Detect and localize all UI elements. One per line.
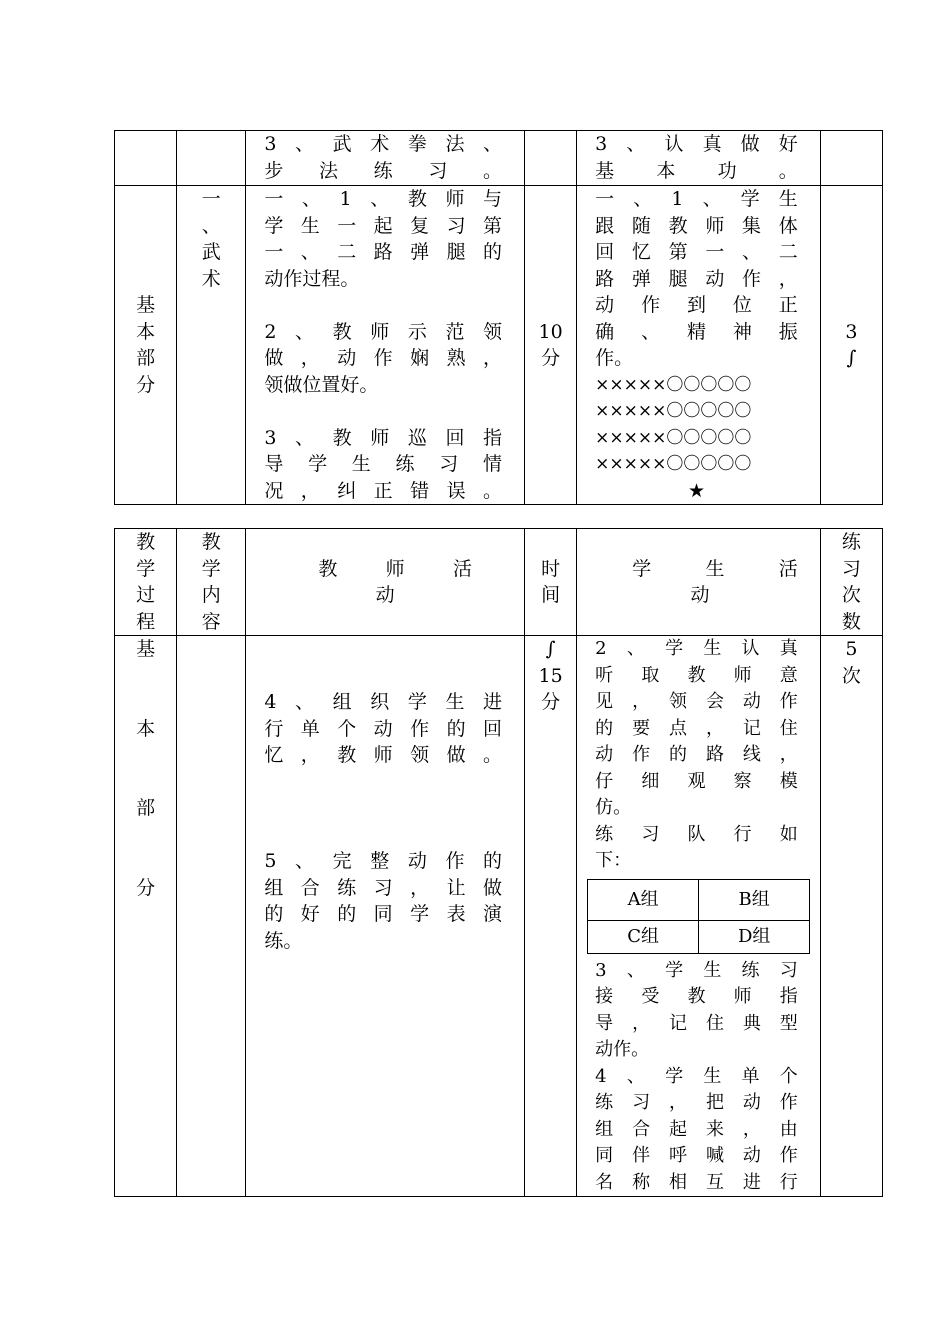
- count-unit: 次: [841, 664, 861, 687]
- count-value: 3: [845, 320, 858, 343]
- header-char: 习: [841, 557, 861, 580]
- student-line: 仿。: [595, 797, 632, 818]
- teacher-line: 况，纠正错误。: [264, 479, 503, 502]
- header-process: [115, 529, 177, 636]
- lesson-table-bottom: [114, 528, 883, 1197]
- header-char: 程: [136, 610, 156, 633]
- process-char: 分: [136, 876, 156, 899]
- teacher-line: 动作过程。: [264, 267, 360, 290]
- content-char: 术: [201, 267, 221, 290]
- time-cell: [525, 186, 577, 505]
- time-cell: [525, 131, 577, 186]
- student-line: 听取教师意: [595, 664, 798, 686]
- process-cell: [115, 636, 177, 1197]
- process-char: 分: [136, 373, 156, 396]
- header-char: 教: [136, 531, 156, 553]
- header-char: 间: [541, 584, 561, 606]
- header-count: [820, 529, 882, 636]
- teacher-activity-cell: [246, 636, 525, 1197]
- formation-row: ×××××〇〇〇〇〇: [595, 374, 752, 395]
- teacher-line: 3、武术拳法、: [264, 133, 503, 155]
- time-symbol: ∫: [545, 638, 556, 660]
- student-line: 组合起来，由: [595, 1118, 798, 1140]
- header-time: [525, 529, 577, 636]
- teacher-line: 一、1、教师与: [264, 188, 503, 210]
- student-line: 练习，把动作: [595, 1092, 798, 1113]
- group-cell: D组: [699, 920, 810, 953]
- formation-row: ×××××〇〇〇〇〇: [595, 454, 752, 474]
- teacher-line: 组合练习，让做: [264, 876, 503, 899]
- header-text: 学生活: [632, 557, 798, 580]
- process-char: 部: [136, 347, 156, 369]
- student-line: 动作到位正: [595, 294, 798, 316]
- student-line: 回忆第一、二: [595, 241, 798, 263]
- student-line: 下：: [595, 850, 632, 871]
- time-value: 10: [538, 320, 563, 343]
- student-line: 3、认真做好: [595, 133, 798, 155]
- header-content: [177, 529, 246, 636]
- student-line: 见，领会动作: [595, 691, 798, 712]
- process-cell: [115, 131, 177, 186]
- header-char: 数: [841, 610, 861, 633]
- header-text: 教师活: [318, 557, 473, 580]
- student-line: 的要点，记住: [595, 717, 798, 739]
- student-line: 仔细观察模: [595, 770, 798, 792]
- student-line: 一、1、学生: [595, 188, 798, 210]
- student-line: 名称相互进行: [595, 1171, 798, 1193]
- process-cell: [115, 186, 177, 505]
- teacher-line: 4、组织学生进: [264, 691, 503, 713]
- table-row: [115, 186, 883, 505]
- teacher-line: 忆，教师领做。: [264, 744, 503, 766]
- header-char: 内: [201, 584, 221, 606]
- teacher-line: 5、完整动作的: [264, 850, 503, 872]
- student-line: 接受教师指: [595, 986, 798, 1007]
- process-char: 本: [136, 717, 156, 740]
- teacher-activity-cell: [246, 186, 525, 505]
- time-unit: 分: [541, 347, 561, 369]
- student-line: 4、学生单个: [595, 1065, 798, 1087]
- student-line: 确、精神振: [595, 320, 798, 343]
- teacher-line: 领做位置好。: [264, 373, 379, 396]
- content-char: 、: [201, 214, 221, 237]
- table-row: [588, 879, 810, 920]
- header-char: 次: [841, 584, 861, 606]
- header-student-activity: [577, 529, 821, 636]
- group-cell: B组: [699, 879, 810, 920]
- formation-row: ×××××〇〇〇〇〇: [595, 401, 752, 421]
- teacher-line: 步法练习。: [264, 159, 503, 182]
- formation-row: ×××××〇〇〇〇〇: [595, 427, 752, 448]
- student-activity-cell: [577, 636, 821, 1197]
- header-char: 学: [201, 557, 221, 580]
- header-char: 容: [201, 610, 221, 633]
- count-cell: [820, 636, 882, 1197]
- teacher-line: 3、教师巡回指: [264, 426, 503, 449]
- time-unit: 分: [541, 691, 561, 713]
- table-row: [115, 131, 883, 186]
- header-text: 动: [690, 584, 710, 606]
- teacher-line: 2、教师示范领: [264, 320, 503, 343]
- process-char: 部: [136, 797, 156, 819]
- header-char: 学: [136, 557, 156, 580]
- student-line: 同伴呼喊动作: [595, 1145, 798, 1166]
- time-value: 15: [538, 664, 563, 687]
- student-line: 跟随教师集体: [595, 214, 798, 237]
- content-char: 武: [201, 241, 221, 263]
- content-cell: [177, 131, 246, 186]
- header-char: 过: [136, 584, 156, 606]
- process-char: 基: [136, 294, 156, 316]
- table-row: [115, 636, 883, 1197]
- count-value: 5: [845, 638, 858, 660]
- student-line: 导，记住典型: [595, 1012, 798, 1034]
- content-char: 一: [201, 188, 221, 210]
- student-line: 2、学生认真: [595, 638, 798, 659]
- student-line: 作。: [595, 347, 634, 369]
- header-teacher-activity: [246, 529, 525, 636]
- teacher-line: 练。: [264, 929, 303, 952]
- content-cell: [177, 186, 246, 505]
- student-activity-cell: [577, 186, 821, 505]
- process-char: 基: [136, 638, 156, 660]
- teacher-activity-cell: [246, 131, 525, 186]
- header-char: 教: [201, 531, 221, 553]
- student-activity-cell: [577, 131, 821, 186]
- process-char: 本: [136, 320, 156, 343]
- teacher-line: 的好的同学表演: [264, 903, 503, 925]
- student-line: 练习队行如: [595, 823, 798, 845]
- teacher-line: 学生一起复习第: [264, 214, 503, 237]
- student-line: 动作。: [595, 1039, 650, 1060]
- teacher-line: 一、二路弹腿的: [264, 241, 503, 263]
- student-line: 动作的路线，: [595, 744, 798, 765]
- formation-group-table: [587, 879, 810, 954]
- table-row: [588, 920, 810, 953]
- student-line: 3、学生练习: [595, 959, 798, 981]
- header-char: 时: [541, 557, 561, 580]
- time-cell: [525, 636, 577, 1197]
- header-char: 练: [841, 531, 861, 553]
- group-cell: C组: [588, 920, 699, 953]
- teacher-line: 行单个动作的回: [264, 717, 503, 740]
- count-cell: [820, 186, 882, 505]
- teacher-line: 做，动作娴熟，: [264, 347, 503, 369]
- count-cell: [820, 131, 882, 186]
- table-header-row: [115, 529, 883, 636]
- star-icon: ★: [687, 479, 705, 502]
- group-cell: A组: [588, 879, 699, 920]
- student-line: 基本功。: [595, 159, 798, 182]
- count-symbol: ∫: [846, 347, 857, 369]
- header-text: 动: [375, 584, 395, 606]
- content-cell: [177, 636, 246, 1197]
- teacher-line: 导学生练习情: [264, 453, 503, 475]
- lesson-table-top: [114, 130, 883, 505]
- student-line: 路弹腿动作，: [595, 267, 798, 290]
